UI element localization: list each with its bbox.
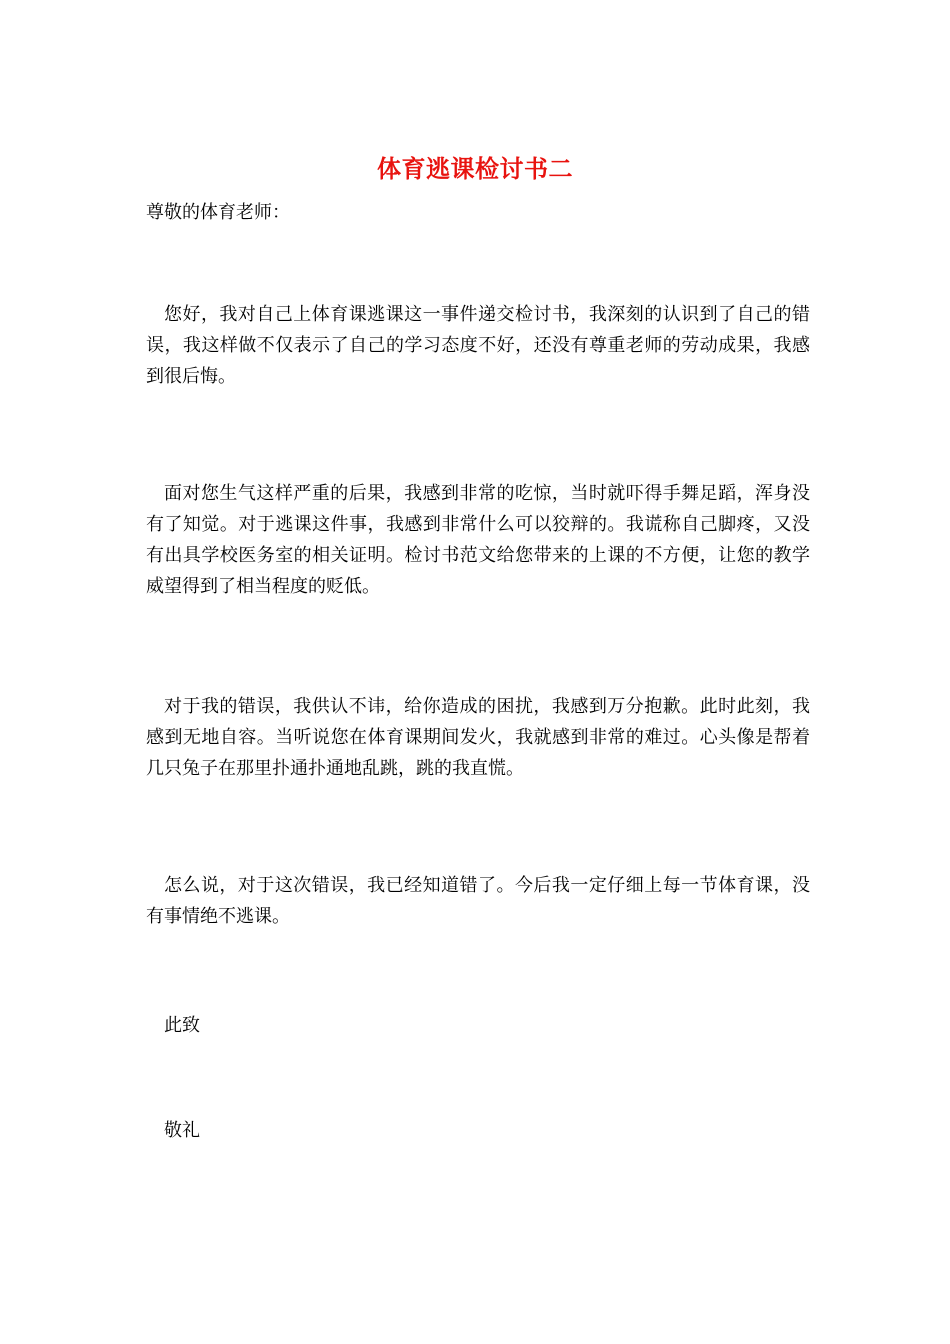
paragraph-1: 您好，我对自己上体育课逃课这一事件递交检讨书，我深刻的认识到了自己的错误，我这样做不仅表示了自己的学习态度不好，还没有尊重老师的劳动成果，我感到很后悔。 — [146, 304, 810, 387]
closing-ci-zhi: 此致 — [164, 1015, 200, 1036]
paragraph-3: 对于我的错误，我供认不讳，给你造成的困扰，我感到万分抱歉。此时此刻，我感到无地自容。当听说您在体育课期间发火，我就感到非常的难过。心头像是帮着几只兔子在那里扑通扑通地乱跳，跳的我直慌。 — [146, 696, 810, 779]
paragraph-4: 怎么说，对于这次错误，我已经知道错了。今后我一定仔细上每一节体育课，没有事情绝不逃课。 — [146, 875, 810, 927]
paragraph-2: 面对您生气这样严重的后果，我感到非常的吃惊，当时就吓得手舞足蹈，浑身没有了知觉。对于逃课这件事，我感到非常什么可以狡辩的。我谎称自己脚疼，又没有出具学校医务室的相关证明。检讨书范文给您带来的上课的不方便，让您的教学威望得到了相当程度的贬低。 — [146, 483, 810, 597]
closing-jing-li: 敬礼 — [164, 1120, 200, 1141]
document-title: 体育逃课检讨书二 — [377, 154, 573, 183]
salutation: 尊敬的体育老师： — [146, 202, 290, 223]
